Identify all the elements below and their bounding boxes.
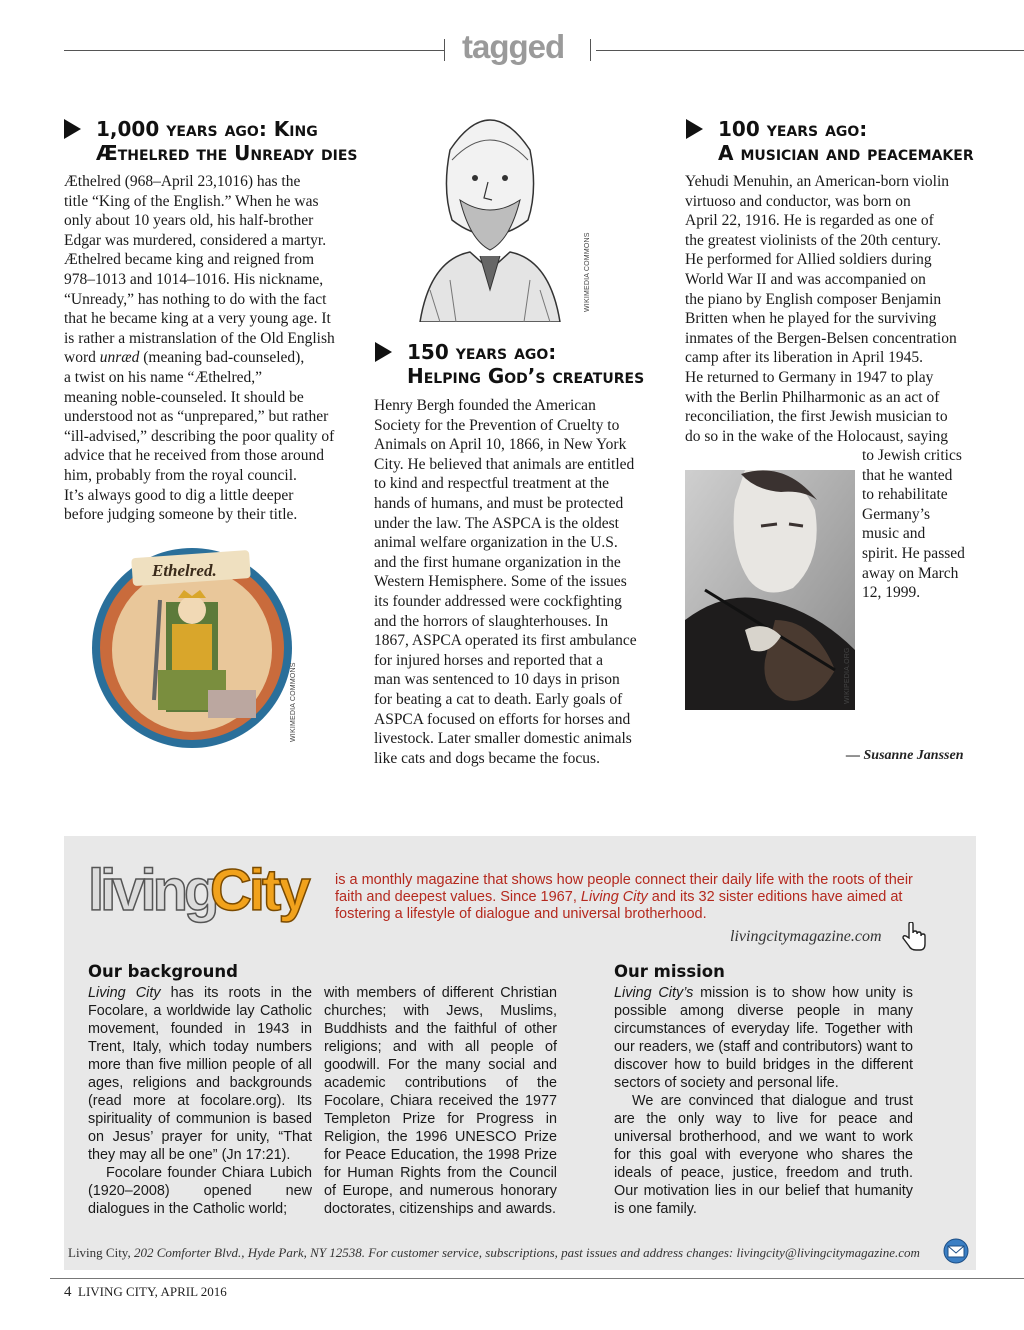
background-col1 — [88, 984, 312, 1218]
text-span: has its roots in the Focolare, a worldwide lay Catholic movement, founded in 1943 in Trent, Italy, which today numbers more than five million people of all ages, religions and backgrounds (read more at focolare.org). Its spirituality of communion is based on Jesus’ prayer for unity, “That they may all be one” (Jn 17:21). — [88, 985, 312, 1163]
mission-column — [614, 984, 913, 1218]
text-line: He returned to Germany in 1947 to play — [685, 368, 934, 386]
text-line: the greatest violinists of the 20th century. — [685, 231, 941, 249]
text-line: City. He believed that animals are entitled — [374, 455, 635, 473]
text-line: only about 10 years old, his half-brother — [64, 212, 314, 230]
header-tick-left — [444, 39, 445, 61]
text-line: spirit. He passed — [862, 544, 965, 562]
text-line: title “King of the English.” When he was — [64, 192, 319, 210]
text-line: Henry Bergh founded the American — [374, 397, 596, 414]
text-line — [64, 348, 364, 368]
byline: — Susanne Janssen — [846, 748, 964, 763]
article1-heading — [96, 117, 358, 165]
italic-name: Living City’s — [614, 985, 694, 1001]
intro-text: and its 32 sister editions have aimed at fostering a lifestyle of dialogue and universal brotherhood. — [335, 889, 903, 922]
henry-bergh-portrait — [400, 90, 580, 322]
pointing-hand-icon — [900, 922, 928, 952]
text-line: to kind and respectful treatment at the — [374, 475, 609, 493]
triangle-bullet-icon — [686, 119, 703, 139]
intro-italic: Living City — [580, 889, 648, 905]
text-line: for injured horses and reported that a — [374, 651, 603, 669]
text-line: “Unready,” has nothing to do with the fact — [64, 290, 327, 308]
text-line: hands of humans, and must be protected — [374, 494, 624, 512]
triangle-bullet-icon — [64, 119, 81, 139]
living-city-intro — [335, 872, 915, 923]
footer-rule — [50, 1278, 1024, 1279]
text-paragraph — [614, 984, 913, 1092]
medallion-banner-text: Ethelred. — [152, 561, 217, 580]
text-line: is rather a mistranslation of the Old English — [64, 329, 335, 347]
logo-text-living: living — [88, 858, 216, 923]
triangle-bullet-icon — [375, 342, 392, 362]
footer-name: Living City, — [68, 1245, 134, 1260]
article2-heading-line2: Helping God’s creatures — [407, 364, 645, 388]
background-heading: Our background — [88, 962, 238, 981]
text-line: under the law. The ASPCA is the oldest — [374, 514, 619, 532]
yehudi-menuhin-photo — [685, 470, 855, 710]
text-line: the piano by English composer Benjamin — [685, 290, 942, 308]
text-span: (meaning bad-counseled), — [139, 349, 305, 367]
text-line: Britten when he played for the surviving — [685, 310, 937, 328]
header-rule-left — [64, 50, 444, 51]
text-line: to Jewish critics — [862, 447, 962, 464]
text-paragraph: We are convinced that dialogue and trust are the only way to live for peace and universal brotherhood, and we want to work for this goal with everyone who shares the ideals of peace, justice, freedom and truth. Our motivation lies in our belief that humanity is one family. — [614, 1093, 913, 1217]
text-line: 1867, ASPCA operated its first ambulance — [374, 632, 637, 650]
text-line: livestock. Later smaller domestic animals — [374, 730, 632, 748]
text-paragraph — [88, 984, 312, 1164]
italic-name: Living City — [88, 985, 161, 1001]
article2-body — [374, 396, 664, 768]
background-col2 — [324, 984, 557, 1218]
text-line: Germany’s — [862, 505, 931, 523]
article3-heading-line2: A musician and peacemaker — [718, 141, 974, 165]
intro-text: is a monthly magazine that shows how people connect their daily life with the roots of their faith and deepest values. Since 1967, — [335, 872, 913, 905]
text-line: Western Hemisphere. Some of the issues — [374, 573, 627, 591]
article1-heading-line2: Æthelred the Unready dies — [96, 141, 358, 165]
text-line: Æthelred became king and reigned from — [64, 251, 315, 269]
email-envelope-icon[interactable] — [942, 1238, 970, 1264]
text-line: inmates of the Bergen-Belsen concentration — [685, 329, 957, 347]
italic-word: unræd — [99, 349, 140, 367]
text-line: He performed for Allied soldiers during — [685, 251, 932, 269]
article3-heading-line1: 100 years ago: — [718, 117, 868, 141]
text-line: camp after its liberation in April 1945. — [685, 349, 924, 367]
text-line: advice that he received from those around — [64, 447, 324, 465]
image-credit: WIKIMEDIA COMMONS — [584, 232, 591, 312]
text-line: Æthelred (968–April 23,1016) has the — [64, 173, 301, 190]
text-line: and the first humane organization in the — [374, 553, 621, 571]
text-line: It’s always good to dig a little deeper — [64, 486, 294, 504]
text-line: Animals on April 10, 1866, in New York — [374, 436, 627, 454]
article3-body-narrow — [862, 446, 992, 603]
article1-heading-line1: 1,000 years ago: King — [96, 117, 318, 141]
text-line: and the horrors of slaughterhouses. In — [374, 612, 609, 630]
text-line: meaning noble-counseled. It should be — [64, 388, 304, 406]
text-line: a twist on his name “Æthelred,” — [64, 368, 263, 386]
image-credit: WIKIMEDIA COMMONS — [290, 662, 297, 742]
text-line: to rehabilitate — [862, 486, 948, 504]
text-line: Edgar was murdered, considered a martyr. — [64, 231, 327, 249]
text-line: virtuoso and conductor, was born on — [685, 192, 911, 210]
text-span: mission is to show how unity is possible among diverse people in many circumstances of everyday life. Together with our readers, we (staff and contributors) want to discover how to build bridges in the different sectors of society and personal life. — [614, 985, 914, 1091]
text-line: man was sentenced to 10 days in prison — [374, 671, 620, 689]
text-line: like cats and dogs became the focus. — [374, 749, 600, 767]
image-credit: WIKIPEDIA.ORG — [844, 647, 851, 704]
text-line: with the Berlin Philharmonic as an act of — [685, 388, 940, 406]
logo-text-city: City — [210, 858, 308, 923]
article3-heading — [718, 117, 974, 165]
text-line: that he wanted — [862, 466, 953, 484]
text-line: music and — [862, 525, 926, 543]
article3-body — [685, 172, 985, 446]
aethelred-medallion-image — [88, 540, 296, 752]
text-line: do so in the wake of the Holocaust, saying — [685, 427, 949, 445]
section-label: tagged — [462, 28, 565, 65]
publication-info: LIVING CITY, APRIL 2016 — [78, 1284, 227, 1299]
text-line: 12, 1999. — [862, 584, 921, 602]
text-line: away on March — [862, 564, 959, 582]
text-line: animal welfare organization in the U.S. — [374, 534, 618, 552]
text-line: him, probably from the royal council. — [64, 466, 297, 484]
text-line: understood not as “unprepared,” but rather — [64, 408, 329, 426]
footer-address: 202 Comforter Blvd., Hyde Park, NY 12538. For customer service, subscriptions, past issues and address changes: livingcity@livingcitymagazine.com — [133, 1245, 920, 1260]
text-span: word — [64, 349, 100, 367]
text-line: its founder addressed were cockfighting — [374, 592, 622, 610]
article2-heading-line1: 150 years ago: — [407, 340, 557, 364]
article1-body — [64, 172, 364, 525]
text-line: that he became king at a very young age. It — [64, 310, 331, 328]
page-folio — [64, 1284, 227, 1301]
text-line: April 22, 1916. He is regarded as one of — [685, 212, 934, 230]
text-line: 978–1013 and 1014–1016. His nickname, — [64, 270, 324, 288]
website-link[interactable]: livingcitymagazine.com — [730, 928, 882, 945]
text-line: Yehudi Menuhin, an American-born violin — [685, 173, 950, 190]
text-paragraph: Focolare founder Chiara Lubich (1920–2008) opened new dialogues in the Catholic world; — [88, 1165, 312, 1217]
header-tick-right — [590, 39, 591, 61]
text-line: reconciliation, the first Jewish musician to — [685, 408, 948, 426]
text-line: for beating a cat to death. Early goals of — [374, 690, 623, 708]
living-city-logo — [88, 858, 328, 928]
page-number: 4 — [64, 1284, 72, 1300]
contact-footer — [68, 1245, 920, 1261]
text-line: World War II and was accompanied on — [685, 270, 926, 288]
text-line: “ill-advised,” describing the poor quality of — [64, 427, 335, 445]
text-paragraph: with members of different Christian churches; with Jews, Muslims, Buddhists and the faithful of other religions; and with all people of goodwill. For the many social and academic contributions of the Focolare, Chiara received the 1977 Templeton Prize for Progress in Religion, the 1996 UNESCO Prize for Peace Education, the 1998 Prize for Human Rights from the Council of Europe, and numerous honorary doctorates, citizenships and awards. — [324, 985, 557, 1217]
text-line: Society for the Prevention of Cruelty to — [374, 416, 620, 434]
text-line: ASPCA focused on efforts for horses and — [374, 710, 631, 728]
header-rule-right — [596, 50, 1024, 51]
article2-heading — [407, 340, 644, 388]
mission-heading: Our mission — [614, 962, 725, 981]
text-line: before judging someone by their title. — [64, 506, 298, 524]
